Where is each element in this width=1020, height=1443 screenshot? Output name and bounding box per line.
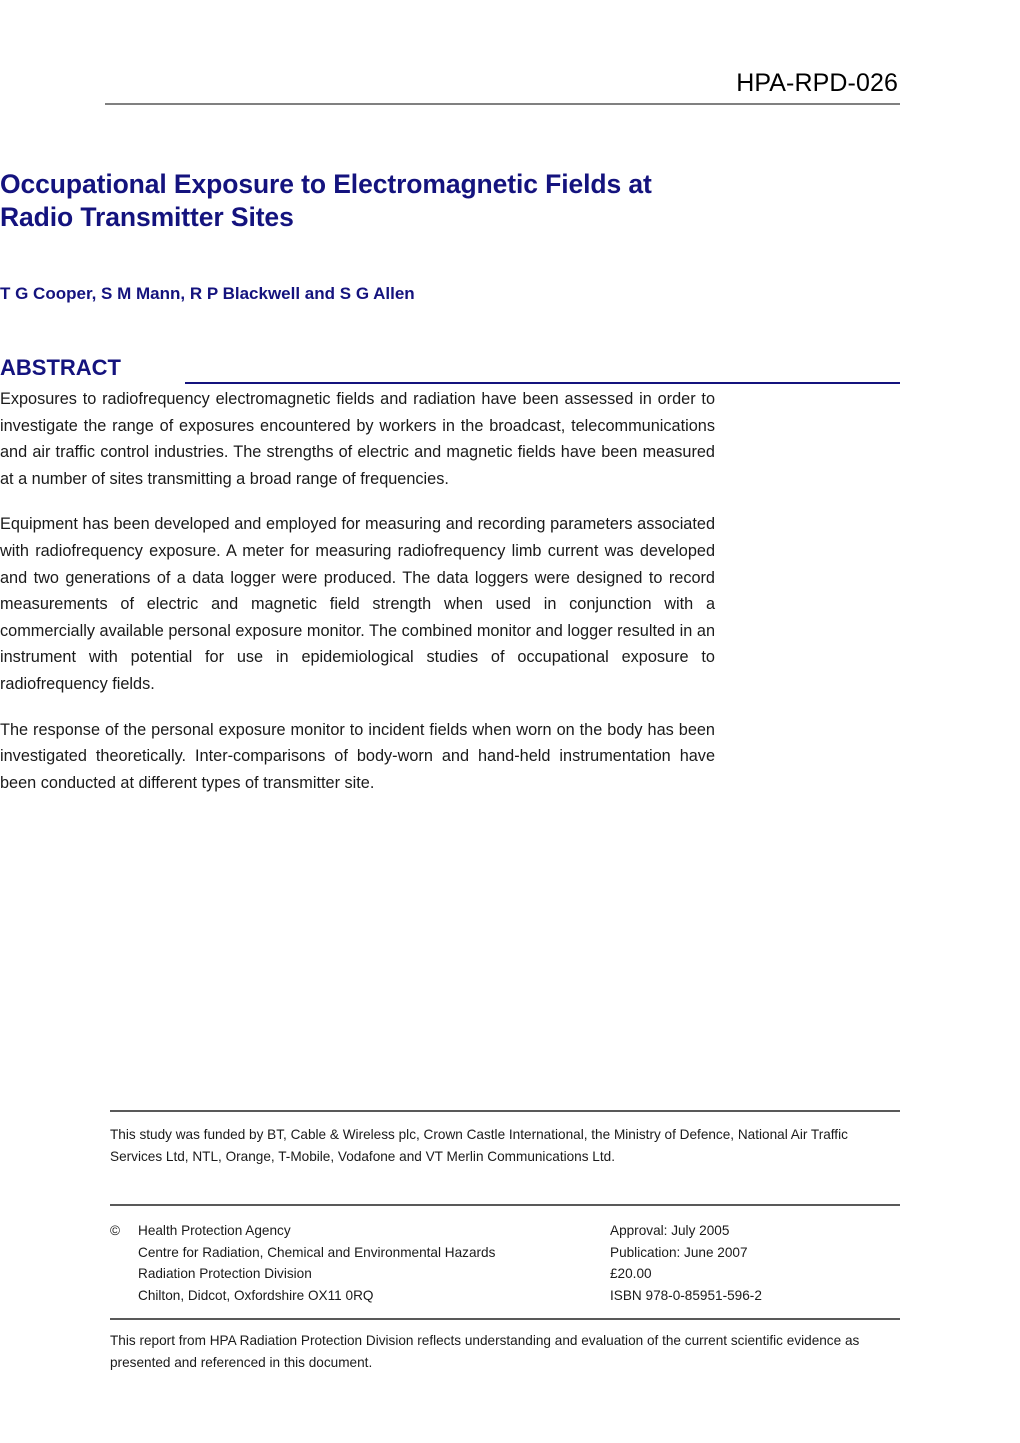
- abstract-paragraph-2: Equipment has been developed and employed for measuring and recording parameters associated with radiofrequency exposure. A meter for measuring radiofrequency limb current was developed and two generations of a data logger were produced. The data loggers were designed to record measurements of electric and magnetic field strength when used in conjunction with a commercially available personal exposure monitor. The combined monitor and logger resulted in an instrument with potential for use in epidemiological studies of occupational exposure to radiofrequency fields.: [0, 515, 715, 693]
- isbn: ISBN 978-0-85951-596-2: [610, 1287, 762, 1303]
- author-list: T G Cooper, S M Mann, R P Blackwell and S G Allen: [0, 284, 415, 303]
- document-header: [105, 68, 900, 98]
- report-reference-number: HPA-RPD-026: [736, 69, 898, 97]
- publisher-details: [138, 1220, 495, 1306]
- copyright-block: [110, 1220, 900, 1306]
- report-note: This report from HPA Radiation Protection Division reflects understanding and evaluation of the current scientific evidence as presented and referenced in this document.: [110, 1333, 860, 1370]
- page-title: Occupational Exposure to Electromagnetic Fields at Radio Transmitter Sites: [0, 169, 652, 232]
- report-note-divider: [110, 1318, 900, 1320]
- abstract-divider: [185, 382, 900, 384]
- header-divider: [105, 103, 900, 105]
- publisher-division: Radiation Protection Division: [138, 1266, 312, 1281]
- funding-divider: [110, 1110, 900, 1112]
- publisher-centre: Centre for Radiation, Chemical and Environmental Hazards: [138, 1244, 496, 1260]
- publication-details: [610, 1220, 900, 1306]
- abstract-paragraph-1: Exposures to radiofrequency electromagnetic fields and radiation have been assessed in order to investigate the range of exposures encountered by workers in the broadcast, telecommunications and air traffic control industries. The strengths of electric and magnetic fields have been measured at a number of sites transmitting a broad range of frequencies.: [0, 390, 715, 488]
- copyright-left-column: [110, 1220, 610, 1306]
- approval-date: Approval: July 2005: [610, 1223, 730, 1238]
- publisher-organisation: Health Protection Agency: [138, 1223, 291, 1238]
- abstract-paragraph-3: The response of the personal exposure monitor to incident fields when worn on the body has been investigated theoretically. Inter-comparisons of body-worn and hand-held instrumentation have been conducted at different types of transmitter site.: [0, 720, 715, 792]
- abstract-body: [0, 386, 715, 796]
- funding-statement: This study was funded by BT, Cable & Wireless plc, Crown Castle International, the Ministry of Defence, National Air Traffic Services Ltd, NTL, Orange, T-Mobile, Vodafone and VT Merlin Communications Ltd.: [110, 1127, 848, 1164]
- abstract-heading: ABSTRACT: [0, 355, 121, 380]
- copyright-divider: [110, 1204, 900, 1206]
- publisher-address: Chilton, Didcot, Oxfordshire OX11 0RQ: [138, 1287, 374, 1303]
- price: £20.00: [610, 1266, 652, 1281]
- copyright-icon: ©: [110, 1223, 121, 1238]
- publication-date: Publication: June 2007: [610, 1244, 748, 1260]
